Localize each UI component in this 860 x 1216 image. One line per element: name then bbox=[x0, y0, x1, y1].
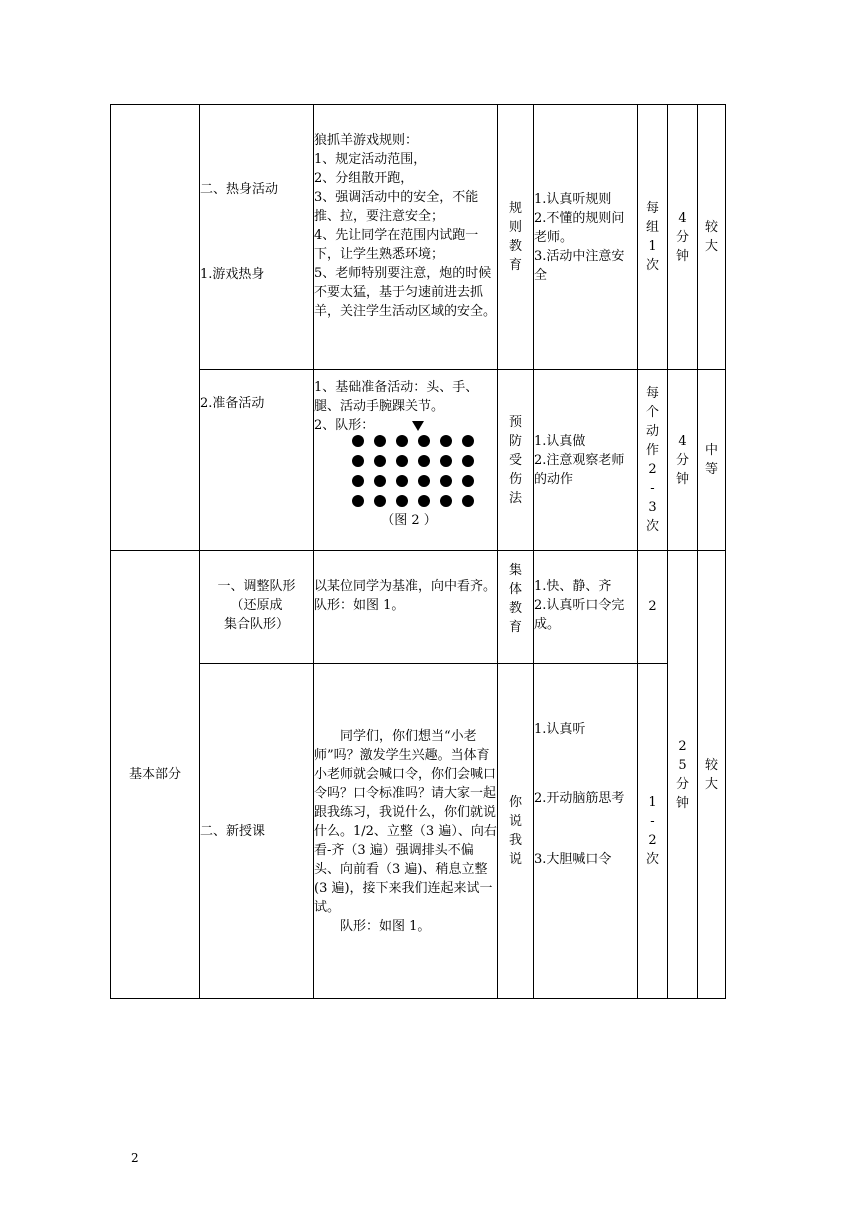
student-dot-icon bbox=[374, 475, 386, 487]
student-line: 1.快、静、齐 bbox=[534, 579, 612, 594]
student-dot-icon bbox=[374, 455, 386, 467]
basic-part-label: 基本部分 bbox=[128, 767, 181, 782]
content-line: 4、先让同学在范围内试跑一下，让学生熟悉环境； bbox=[314, 228, 479, 262]
student-dot-icon bbox=[418, 435, 430, 447]
new-lesson-paragraph: 同学们，你们想当“小老师”吗？激发学生兴趣。当体育小老师就会喊口令，你们会喊口令吗？口令标准吗？请大家一起跟我练习，我说什么，你们就说什么。1/2、立整（3 遍）、向右看-齐（3 遍）强调排头不偏头、向前看（3 遍)、稍息立整(3 遍)，接下来我们连起来试一试。 bbox=[314, 728, 497, 915]
duration-char: 分 bbox=[675, 452, 689, 468]
intensity-cell bbox=[698, 551, 726, 999]
student-dot-icon bbox=[396, 475, 408, 487]
teacher-marker-icon bbox=[412, 421, 424, 431]
intensity-char: 较 bbox=[704, 757, 718, 773]
method-char: 体 bbox=[508, 582, 522, 597]
intensity-cell bbox=[698, 105, 726, 370]
method-char: 伤 bbox=[508, 471, 522, 487]
method-char: 育 bbox=[508, 620, 522, 635]
times-cell bbox=[638, 370, 668, 551]
method-char: 预 bbox=[508, 414, 522, 430]
duration-char: 4 bbox=[678, 433, 687, 449]
intensity-char: 等 bbox=[704, 462, 718, 477]
prep-label: 2.准备活动 bbox=[200, 396, 265, 411]
student-line: 3.大胆喊口令 bbox=[534, 852, 612, 867]
student-dot-icon bbox=[462, 495, 474, 507]
times-char: 3 bbox=[648, 500, 657, 515]
student-dot-icon bbox=[352, 495, 364, 507]
warmup-heading: 二、热身活动 bbox=[200, 182, 279, 197]
adjust-line: 集合队形） bbox=[223, 617, 289, 632]
method-char: 法 bbox=[508, 490, 522, 506]
duration-char: 钟 bbox=[675, 248, 689, 264]
duration-char: 分 bbox=[675, 229, 689, 245]
method-cell bbox=[498, 551, 534, 664]
content-line: 2、队形： bbox=[314, 418, 375, 433]
prep-content-cell bbox=[314, 370, 498, 551]
student-line: 1.认真听规则 bbox=[534, 191, 612, 207]
student-dot-icon bbox=[440, 495, 452, 507]
student-dot-icon bbox=[418, 455, 430, 467]
content-line: 队形：如图 1。 bbox=[314, 598, 405, 613]
student-line: 1.认真做 bbox=[534, 433, 586, 449]
new-lesson-label-cell bbox=[200, 664, 314, 999]
student-dot-icon bbox=[352, 455, 364, 467]
duration-cell bbox=[668, 551, 698, 999]
method-char: 育 bbox=[508, 258, 522, 273]
warmup-heading-cell bbox=[200, 105, 314, 370]
times-char: - bbox=[650, 481, 655, 496]
method-cell bbox=[498, 370, 534, 551]
prep-label-cell bbox=[200, 370, 314, 551]
game-warmup-label: 1.游戏热身 bbox=[200, 267, 265, 282]
method-char: 规 bbox=[508, 201, 522, 216]
student-dot-icon bbox=[374, 495, 386, 507]
method-char: 说 bbox=[508, 852, 522, 867]
adjust-line: 一、调整队形 bbox=[217, 579, 296, 594]
adjust-formation-cell bbox=[200, 551, 314, 664]
adjust-line: （还原成 bbox=[230, 598, 283, 613]
method-char: 教 bbox=[508, 239, 522, 254]
method-char: 则 bbox=[508, 220, 522, 235]
student-dot-icon bbox=[462, 435, 474, 447]
times-char: 次 bbox=[645, 519, 659, 534]
times-char: 2 bbox=[648, 462, 657, 477]
student-dot-icon bbox=[418, 475, 430, 487]
times-char: 每 bbox=[645, 386, 659, 401]
row-warmup-game bbox=[111, 105, 726, 370]
student-dot-icon bbox=[440, 455, 452, 467]
duration-char: 4 bbox=[678, 210, 687, 226]
intensity-char: 中 bbox=[704, 443, 718, 458]
formation-figure bbox=[352, 435, 472, 507]
new-lesson-content-cell bbox=[314, 664, 498, 999]
student-line: 3.活动中注意安全 bbox=[534, 248, 625, 283]
times-char: 组 bbox=[645, 220, 659, 235]
student-line: 2.开动脑筋思考 bbox=[534, 791, 625, 806]
times-char: - bbox=[650, 814, 655, 829]
content-line: 5、老师特别要注意，炮的时候不要太猛，基于匀速前进去抓羊，关注学生活动区域的安全。 bbox=[314, 266, 497, 319]
times-cell bbox=[638, 664, 668, 999]
intensity-char: 大 bbox=[704, 239, 718, 254]
times-char: 作 bbox=[645, 443, 659, 458]
intensity-cell bbox=[698, 370, 726, 551]
student-dot-icon bbox=[440, 435, 452, 447]
times-char: 个 bbox=[645, 405, 659, 420]
content-line: 2、分组散开跑， bbox=[314, 171, 414, 186]
student-activity-cell bbox=[534, 370, 638, 551]
method-char: 你 bbox=[508, 795, 522, 810]
duration-char: 2 bbox=[678, 738, 687, 754]
content-line: 以某位同学为基准，向中看齐。 bbox=[314, 579, 497, 594]
method-char: 集 bbox=[508, 563, 522, 578]
row-preparation bbox=[111, 370, 726, 551]
student-activity-cell bbox=[534, 105, 638, 370]
row-new-lesson bbox=[111, 664, 726, 999]
section-cell-empty bbox=[111, 105, 200, 551]
duration-cell bbox=[668, 105, 698, 370]
times-value: 2 bbox=[648, 599, 657, 614]
student-line: 2.认真听口令完成。 bbox=[534, 598, 625, 632]
content-line: 狼抓羊游戏规则： bbox=[314, 133, 419, 148]
method-char: 受 bbox=[508, 452, 522, 468]
student-dot-icon bbox=[462, 455, 474, 467]
game-rules-cell bbox=[314, 105, 498, 370]
student-line: 1.认真听 bbox=[534, 722, 586, 737]
duration-char: 5 bbox=[678, 757, 687, 773]
content-line: 1、基础准备活动：头、手、腿、活动手腕踝关节。 bbox=[314, 380, 479, 414]
new-lesson-formation: 队形：如图 1。 bbox=[340, 918, 431, 934]
new-lesson-label: 二、新授课 bbox=[200, 823, 266, 839]
content-line: 3、强调活动中的安全，不能推、拉，要注意安全； bbox=[314, 190, 479, 224]
student-activity-cell bbox=[534, 551, 638, 664]
times-char: 1 bbox=[648, 795, 657, 810]
student-dot-icon bbox=[396, 455, 408, 467]
intensity-char: 较 bbox=[704, 220, 718, 235]
method-cell bbox=[498, 105, 534, 370]
content-line: 1、规定活动范围， bbox=[314, 152, 427, 167]
figure-caption: （图 2 ） bbox=[381, 513, 437, 528]
times-char: 次 bbox=[645, 258, 659, 273]
page-number: 2 bbox=[131, 1151, 139, 1165]
duration-char: 钟 bbox=[675, 471, 689, 487]
student-dot-icon bbox=[374, 435, 386, 447]
times-char: 1 bbox=[648, 239, 657, 254]
basic-part-cell bbox=[111, 551, 200, 999]
student-dot-icon bbox=[396, 495, 408, 507]
row-adjust-formation bbox=[111, 551, 726, 664]
method-char: 防 bbox=[508, 433, 522, 449]
student-dot-icon bbox=[352, 475, 364, 487]
student-line: 2.不懂的规则问老师。 bbox=[534, 210, 625, 245]
duration-cell bbox=[668, 370, 698, 551]
student-dot-icon bbox=[396, 435, 408, 447]
method-char: 教 bbox=[508, 601, 522, 616]
duration-char: 分 bbox=[675, 776, 689, 792]
intensity-char: 大 bbox=[704, 776, 718, 792]
student-line: 2.注意观察老师的动作 bbox=[534, 452, 625, 487]
times-cell bbox=[638, 105, 668, 370]
student-activity-cell bbox=[534, 664, 638, 999]
times-char: 动 bbox=[645, 424, 659, 439]
times-char: 2 bbox=[648, 833, 657, 848]
lesson-plan-table bbox=[110, 104, 726, 999]
student-dot-icon bbox=[440, 475, 452, 487]
student-dot-icon bbox=[418, 495, 430, 507]
adjust-content-cell bbox=[314, 551, 498, 664]
student-dot-icon bbox=[462, 475, 474, 487]
method-cell bbox=[498, 664, 534, 999]
times-cell bbox=[638, 551, 668, 664]
times-char: 每 bbox=[645, 201, 659, 216]
method-char: 说 bbox=[508, 814, 522, 829]
duration-char: 钟 bbox=[675, 795, 689, 811]
method-char: 我 bbox=[508, 833, 522, 848]
student-dot-icon bbox=[352, 435, 364, 447]
times-char: 次 bbox=[645, 852, 659, 867]
